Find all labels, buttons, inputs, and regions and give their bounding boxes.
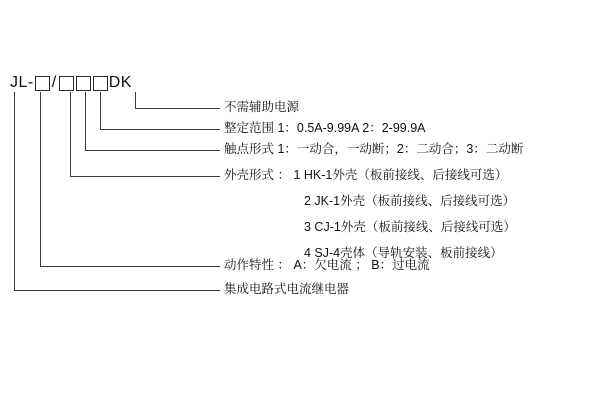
leader-vline-shell-form xyxy=(70,92,71,177)
label-shell-form-line-2: 2 JK-1外壳（板前接线、后接线可选） xyxy=(304,194,516,208)
model-code-prefix: JL- xyxy=(10,74,34,91)
leader-vline-setting-range xyxy=(100,92,101,130)
leader-vline-aux-power xyxy=(135,92,136,109)
label-contact-form: 触点形式 1：一动合，一动断；2：二动合；3：二动断 xyxy=(224,142,524,156)
leader-hline-contact-form xyxy=(85,150,220,151)
model-code-box-4 xyxy=(93,76,108,91)
label-product-name: 集成电路式电流继电器 xyxy=(224,282,350,296)
leader-hline-product-name xyxy=(14,290,220,291)
leader-vline-action-characteristic xyxy=(40,92,41,267)
model-code-box-1 xyxy=(35,76,50,91)
leader-hline-shell-form xyxy=(70,176,220,177)
label-shell-form-line-1: 外壳形式 ： 1 HK-1外壳（板前接线、后接线可选） xyxy=(224,168,508,182)
leader-vline-product-name xyxy=(14,92,15,291)
model-code-box-3 xyxy=(76,76,91,91)
leader-hline-aux-power xyxy=(135,108,220,109)
leader-hline-setting-range xyxy=(100,129,220,130)
label-setting-range: 整定范围 1：0.5A-9.99A 2：2-99.9A xyxy=(224,121,426,135)
leader-hline-action-characteristic xyxy=(40,266,220,267)
label-shell-form-line-3: 3 CJ-1外壳（板前接线、后接线可选） xyxy=(304,220,516,234)
model-code-box-2 xyxy=(59,76,74,91)
model-code-suffix: DK xyxy=(108,74,132,91)
model-code-slash: / xyxy=(51,74,57,91)
label-shell-form-line-4: 4 SJ-4壳体（导轨安装、板前接线） xyxy=(304,246,503,260)
label-action-characteristic: 动作特性 ： A：欠电流 ； B：过电流 xyxy=(224,258,430,272)
model-code xyxy=(10,74,132,92)
label-aux-power: 不需辅助电源 xyxy=(224,100,300,114)
leader-vline-contact-form xyxy=(85,92,86,151)
